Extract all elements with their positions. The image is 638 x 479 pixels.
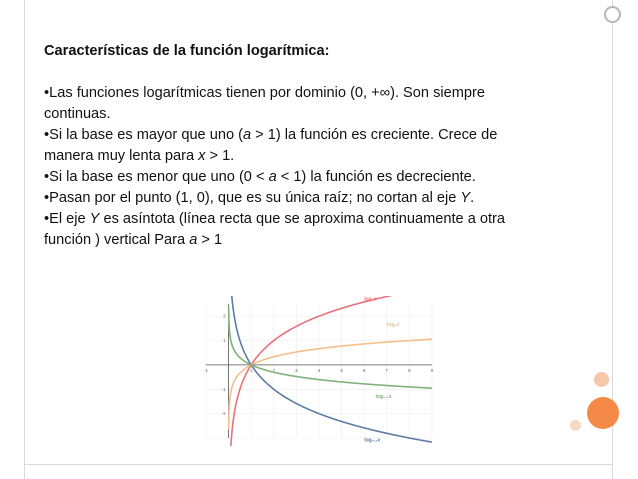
bullet-text: > 1) la función es creciente. Crece de manera muy lenta para xyxy=(44,127,498,164)
decorative-dot-small xyxy=(594,372,609,387)
bullet-text: •Pasan por el punto (1, 0), que es su única raíz; no cortan al eje xyxy=(44,190,461,206)
x-tick-label: 7 xyxy=(385,367,389,373)
x-tick-label: 5 xyxy=(340,367,343,373)
bullet-decreasing xyxy=(44,167,544,188)
log-functions-chart xyxy=(198,296,438,446)
x-tick-label: 1 xyxy=(249,367,253,373)
y-tick-label: -1 xyxy=(221,386,226,392)
chart-series-labels xyxy=(364,296,399,443)
decorative-dot-tiny xyxy=(570,420,581,431)
bullet-increasing xyxy=(44,125,544,167)
series-curve xyxy=(229,339,432,429)
bullet-text: •Si la base es mayor que uno ( xyxy=(44,127,243,143)
slide-title: Características de la función logarítmica: xyxy=(44,43,330,59)
bullet-text: < 1) la función es decreciente. xyxy=(276,169,476,185)
bullet-domain xyxy=(44,83,544,125)
variable: a xyxy=(243,127,252,143)
x-tick-label: 2 xyxy=(272,367,276,373)
x-tick-label: 6 xyxy=(362,367,366,373)
variable: Y xyxy=(460,190,471,206)
bullet-text: •El eje xyxy=(44,211,90,227)
decorative-ring xyxy=(604,6,621,23)
variable: a xyxy=(268,169,277,185)
y-tick-label: 1 xyxy=(223,338,226,344)
y-tick-label: 2 xyxy=(223,313,226,319)
chart-curves xyxy=(229,296,432,446)
bullet-text: > 1 xyxy=(197,232,223,248)
x-tick-label: 9 xyxy=(430,367,434,373)
bullet-text: •Si la base es menor que uno (0 < xyxy=(44,169,269,185)
slide-content xyxy=(44,41,544,251)
x-tick-label: -1 xyxy=(203,367,209,373)
series-label: log₂x xyxy=(364,296,377,303)
bullet-text: •Las funciones logarítmicas tienen por dominio (0, +∞). Son siempre continuas. xyxy=(44,85,485,122)
variable: a xyxy=(189,232,198,248)
variable: x xyxy=(198,148,206,164)
frame-divider xyxy=(24,464,613,465)
variable: Y xyxy=(89,211,100,227)
series-label: log₀.₁x xyxy=(375,393,392,400)
decorative-dot-large xyxy=(587,397,619,429)
series-curve xyxy=(231,296,423,446)
bullet-text: . xyxy=(470,190,475,206)
y-tick-label: -2 xyxy=(221,411,226,417)
x-tick-label: 4 xyxy=(317,367,321,373)
series-label: log₈x xyxy=(386,321,400,328)
x-tick-label: 8 xyxy=(408,367,411,373)
bullet-text: > 1. xyxy=(205,148,235,164)
x-tick-label: 3 xyxy=(295,367,298,373)
bullet-asymptote xyxy=(44,209,544,251)
bullet-root xyxy=(44,188,544,209)
series-label: log₀.₅x xyxy=(364,437,381,444)
bullet-text: es asíntota (línea recta que se aproxima continuamente a otra función ) vertical Para xyxy=(44,211,506,248)
